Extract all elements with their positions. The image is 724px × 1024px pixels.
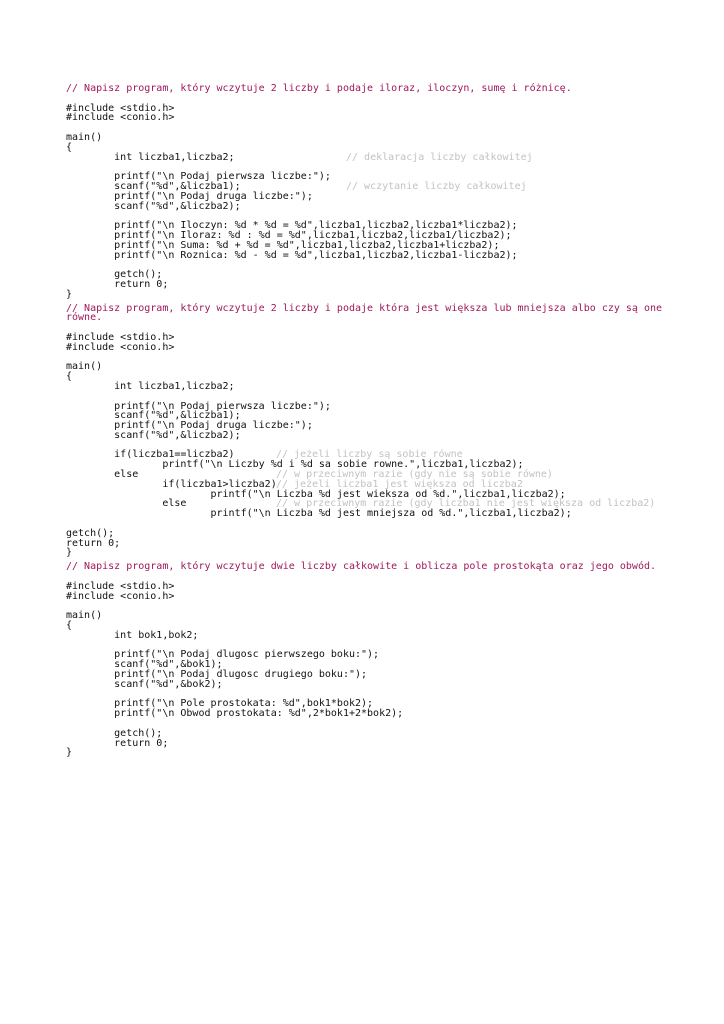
program2-open-brace: {: [66, 371, 73, 383]
program1-getch: getch();: [66, 269, 163, 281]
program2-else-outer-comment: // w przeciwnym razie (gdy nie są sobie równe): [276, 469, 553, 481]
program3-include-conio: #include <conio.h>: [66, 590, 175, 602]
program2-else-outer-code: else: [66, 469, 139, 481]
program1-scanf-first-code: scanf("%d",&liczba1);: [66, 180, 241, 192]
program2-printf-first: printf("\n Podaj pierwsza liczbe:");: [66, 400, 331, 412]
program1-close-brace: }: [66, 288, 73, 300]
program1-declaration: [66, 153, 666, 163]
program2-if-equal-code: if(liczba1==liczba2): [66, 449, 235, 461]
program1-printf-iloczyn: printf("\n Iloczyn: %d * %d = %d",liczba1,liczba2,liczba1*liczba2);: [66, 220, 518, 232]
program2-include-conio: #include <conio.h>: [66, 341, 175, 353]
program3-main: main(): [66, 610, 103, 622]
program1-declaration-comment: // deklaracja liczby całkowitej: [346, 151, 533, 163]
program2-include-stdio: #include <stdio.h>: [66, 331, 175, 343]
program1-scanf-comment: // wczytanie liczby całkowitej: [346, 180, 527, 192]
program2-getch: getch();: [66, 527, 115, 539]
program2-else-inner-code: else: [66, 498, 187, 510]
program3-include-stdio: #include <stdio.h>: [66, 580, 175, 592]
program2-scanf-first: scanf("%d",&liczba1);: [66, 410, 241, 422]
code-document: [66, 84, 666, 758]
program1-include-stdio: #include <stdio.h>: [66, 102, 175, 114]
program3-scanf-second: scanf("%d",&bok2);: [66, 678, 223, 690]
program1-open-brace: {: [66, 141, 73, 153]
program1-declaration-code: int liczba1,liczba2;: [66, 151, 235, 163]
program3-heading-comment: // Napisz program, który wczytuje dwie liczby całkowite i oblicza pole prostokąta oraz jego obwód.: [66, 561, 657, 573]
program2-printf-second: printf("\n Podaj druga liczbe:");: [66, 420, 313, 432]
program2-printf-greater: printf("\n Liczba %d jest wieksza od %d.",liczba1,liczba2);: [66, 488, 566, 500]
program2-else-inner-comment: // w przeciwnym razie (gdy liczba1 nie jest większa od liczba2): [276, 498, 656, 510]
program3-printf-first: printf("\n Podaj dlugosc pierwszego boku:");: [66, 649, 380, 661]
program1-printf-iloraz: printf("\n Iloraz: %d : %d = %d",liczba1,liczba2,liczba1/liczba2);: [66, 229, 512, 241]
program1-scanf-second: scanf("%d",&liczba2);: [66, 200, 241, 212]
program1-include-conio: #include <conio.h>: [66, 112, 175, 124]
program1-main: main(): [66, 131, 103, 143]
program1-printf-roznica: printf("\n Roznica: %d - %d = %d",liczba1,liczba2,liczba1-liczba2);: [66, 249, 518, 261]
program1-printf-second: printf("\n Podaj druga liczbe:");: [66, 190, 313, 202]
program3-getch: getch();: [66, 727, 163, 739]
program2-if-equal-comment: // jeżeli liczby są sobie równe: [276, 449, 463, 461]
program3-return: return 0;: [66, 737, 169, 749]
program3-printf-second: printf("\n Podaj dlugosc drugiego boku:");: [66, 669, 368, 681]
program2-if-greater-comment: // jeżeli liczba1 jest większa od liczba2: [276, 478, 523, 490]
program2-main: main(): [66, 361, 103, 373]
program1-printf-suma: printf("\n Suma: %d + %d = %d",liczba1,liczba2,liczba1+liczba2);: [66, 239, 500, 251]
program3-scanf-first: scanf("%d",&bok1);: [66, 659, 223, 671]
program1-return: return 0;: [66, 278, 169, 290]
program2-heading-comment: // Napisz program, który wczytuje 2 liczby i podaje która jest większa lub mniejsza albo czy są one równe.: [66, 302, 663, 324]
program2-if-greater-code: if(liczba1>liczba2): [66, 478, 277, 490]
program2-printf-smaller: printf("\n Liczba %d jest mniejsza od %d.",liczba1,liczba2);: [66, 508, 572, 520]
program2-declaration: int liczba1,liczba2;: [66, 380, 235, 392]
program3-printf-pole: printf("\n Pole prostokata: %d",bok1*bok2);: [66, 698, 374, 710]
program1-heading-comment: // Napisz program, który wczytuje 2 liczby i podaje iloraz, iloczyn, sumę i różnicę.: [66, 83, 572, 94]
program2-close-brace: }: [66, 547, 73, 559]
program1-printf-first: printf("\n Podaj pierwsza liczbe:");: [66, 171, 331, 183]
program3-close-brace: }: [66, 747, 73, 759]
program2-scanf-second: scanf("%d",&liczba2);: [66, 429, 241, 441]
program3-open-brace: {: [66, 620, 73, 632]
program2-printf-equal: printf("\n Liczby %d i %d sa sobie rowne.",liczba1,liczba2);: [66, 459, 524, 471]
program3-printf-obwod: printf("\n Obwod prostokata: %d",2*bok1+2*bok2);: [66, 708, 404, 720]
program2-return: return 0;: [66, 537, 121, 549]
program3-declaration: int bok1,bok2;: [66, 629, 199, 641]
